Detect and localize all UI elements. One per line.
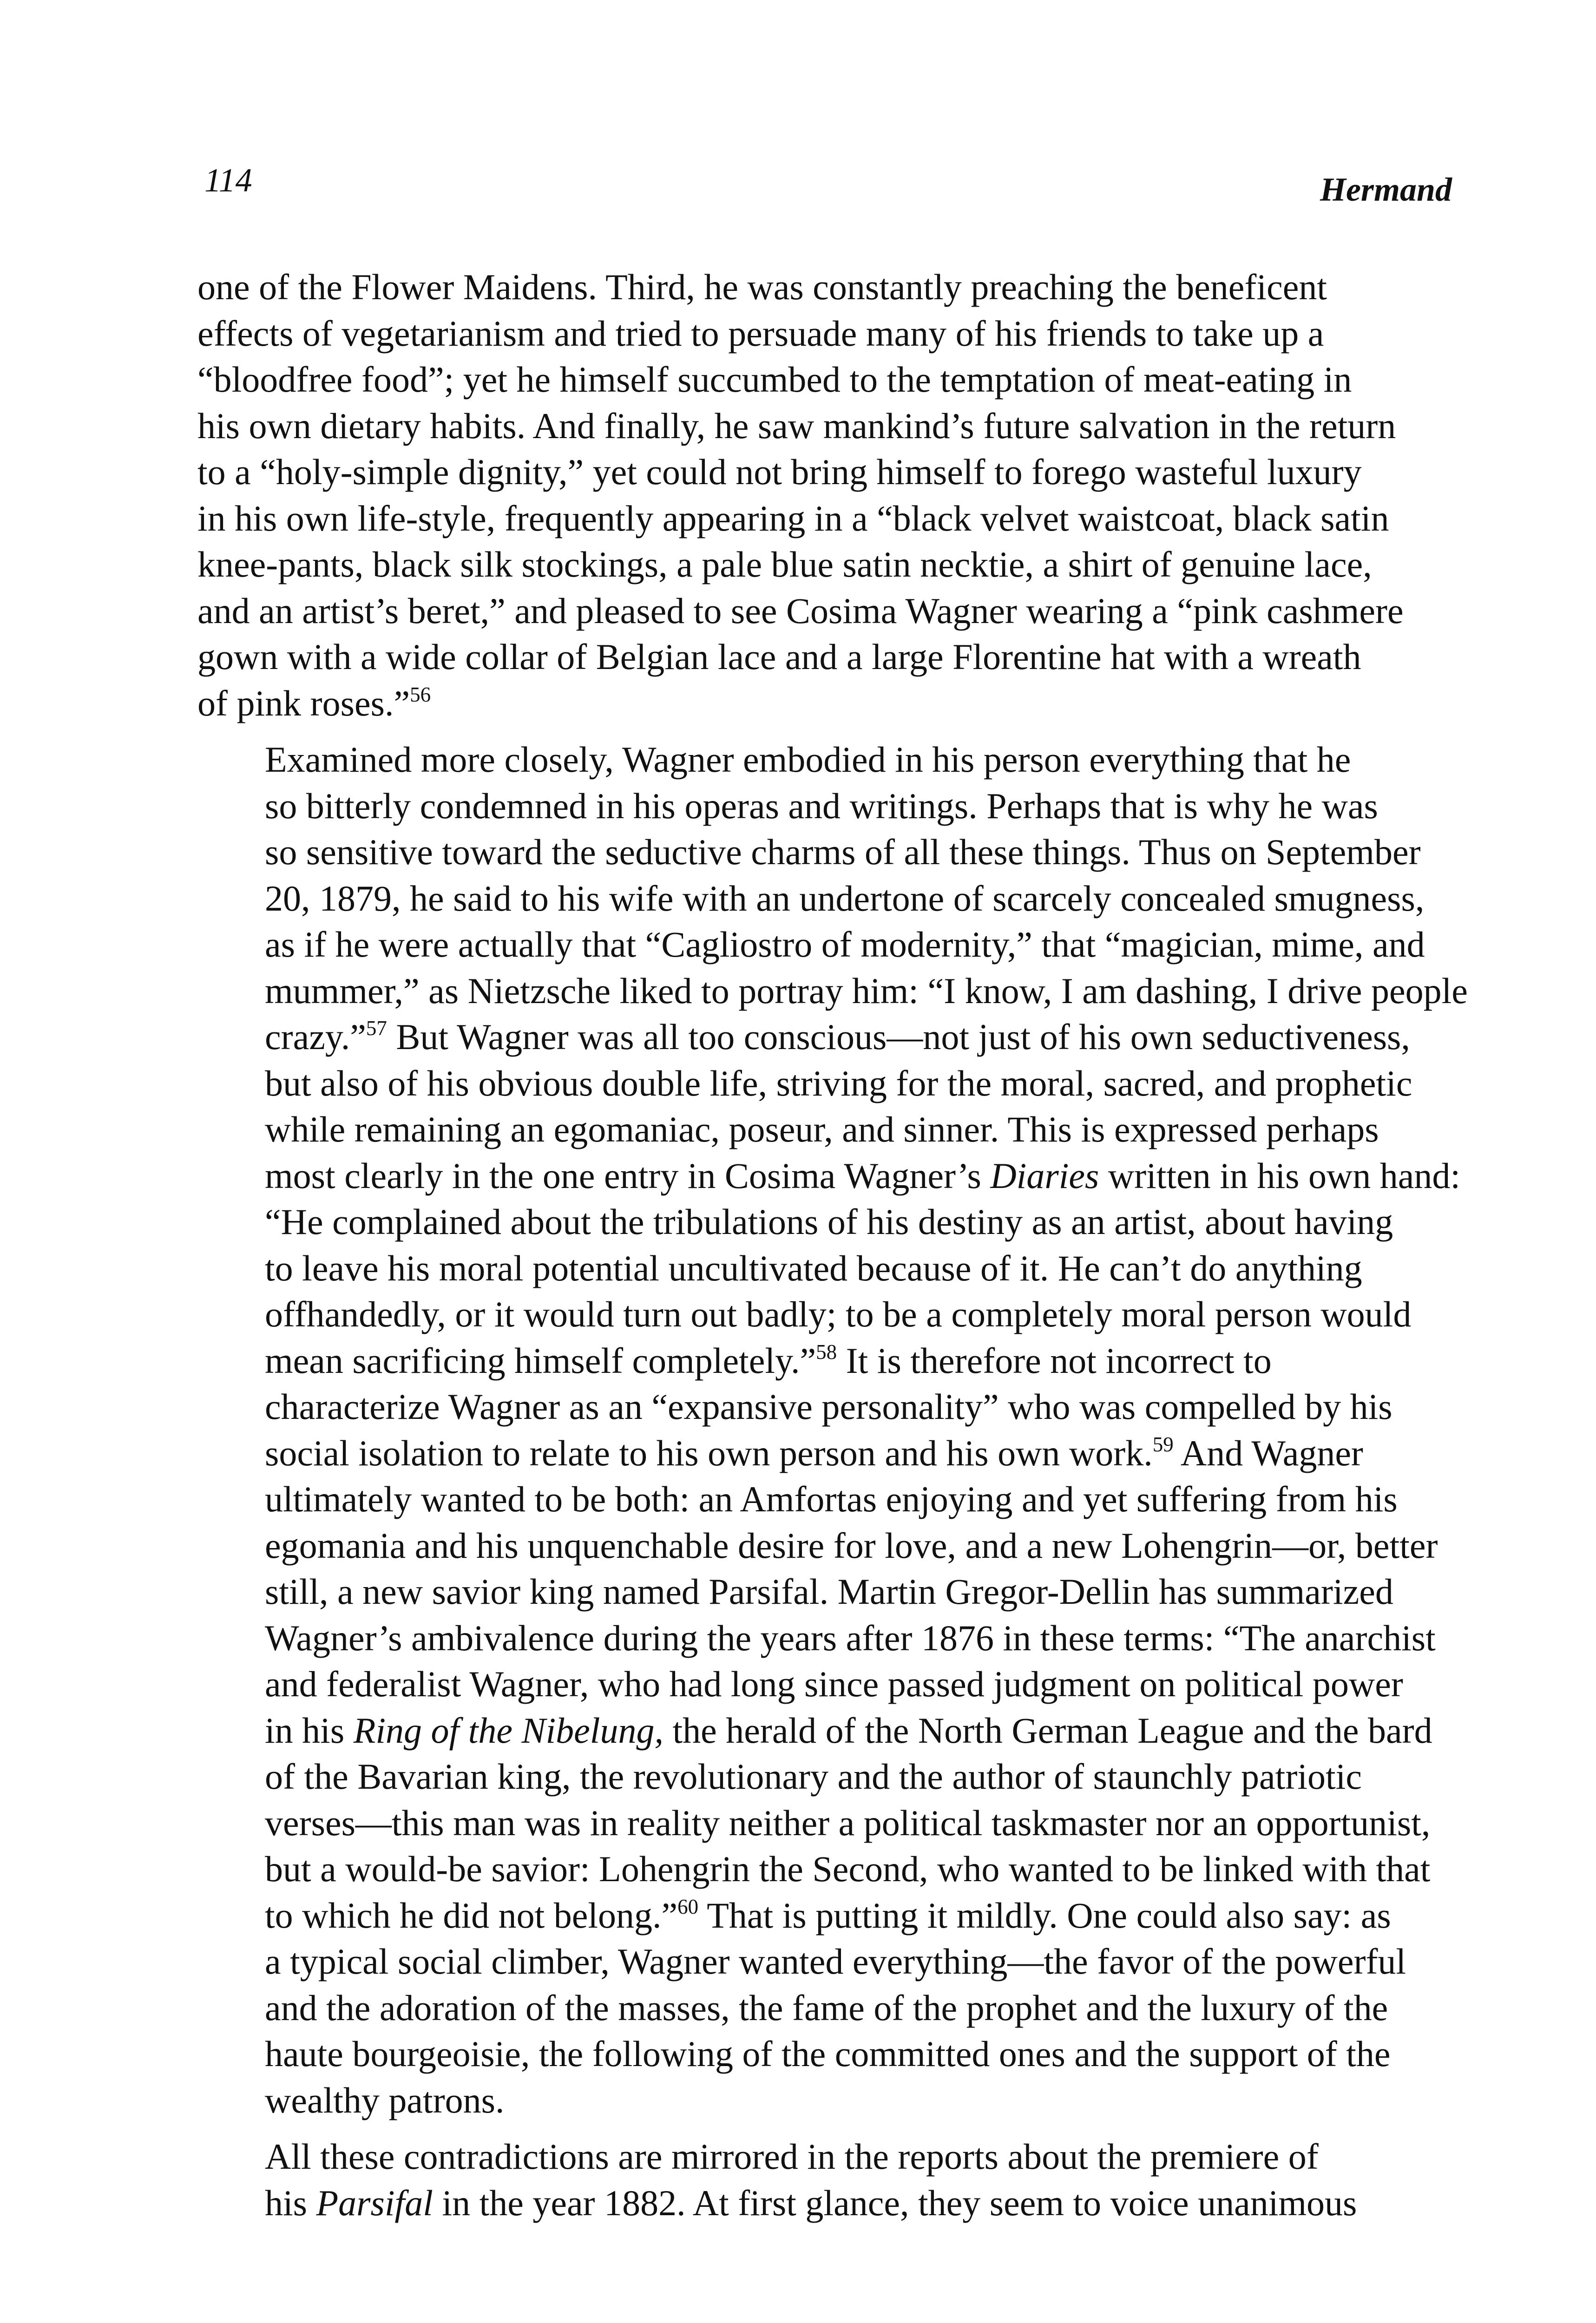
text-line: Examined more closely, Wagner embodied in his person everything that he xyxy=(265,739,1351,780)
text-line: gown with a wide collar of Belgian lace and a large Florentine hat with a wreath xyxy=(197,637,1361,677)
text-line: mummer,” as Nietzsche liked to portray him: “I know, I am dashing, I drive people xyxy=(265,970,1468,1011)
text-line: verses—this man was in reality neither a political taskmaster nor an opportunist, xyxy=(265,1802,1431,1843)
text-line: egomania and his unquenchable desire for love, and a new Lohengrin—or, better xyxy=(265,1525,1438,1566)
text-segment: crazy.” xyxy=(265,1017,366,1057)
page-number: 114 xyxy=(204,162,252,199)
text-segment: the herald of the North German League and the bard xyxy=(663,1710,1432,1751)
italic-title: Ring of the Nibelung, xyxy=(353,1710,663,1751)
text-line: but also of his obvious double life, striving for the moral, sacred, and prophetic xyxy=(265,1063,1412,1103)
text-segment: of pink roses.” xyxy=(197,682,410,723)
text-line: so bitterly condemned in his operas and writings. Perhaps that is why he was xyxy=(265,785,1378,826)
text-line: haute bourgeoisie, the following of the committed ones and the support of the xyxy=(265,2034,1391,2074)
text-segment: to which he did not belong.” xyxy=(265,1895,678,1936)
paragraph-3 xyxy=(197,2133,1445,2226)
text-line: “bloodfree food”; yet he himself succumbed to the temptation of meat-eating in xyxy=(197,359,1352,400)
text-line: his own dietary habits. And finally, he saw mankind’s future salvation in the return xyxy=(197,405,1396,446)
text-line: a typical social climber, Wagner wanted everything—the favor of the powerful xyxy=(265,1941,1406,1982)
text-line xyxy=(197,2180,1445,2226)
text-segment: written in his own hand: xyxy=(1099,1155,1461,1196)
text-line: one of the Flower Maidens. Third, he was constantly preaching the beneficent xyxy=(197,267,1327,307)
text-line xyxy=(197,1892,1445,1939)
text-segment: But Wagner was all too conscious—not just of his own seductiveness, xyxy=(387,1017,1410,1057)
italic-title: Diaries xyxy=(990,1155,1099,1196)
text-line: knee-pants, black silk stockings, a pale blue satin necktie, a shirt of genuine lace, xyxy=(197,544,1372,584)
text-line xyxy=(197,1430,1445,1476)
italic-title: Parsifal xyxy=(316,2182,433,2223)
text-line: All these contradictions are mirrored in the reports about the premiere of xyxy=(265,2136,1319,2177)
text-line: and an artist’s beret,” and pleased to see Cosima Wagner wearing a “pink cashmere xyxy=(197,590,1404,631)
text-line: “He complained about the tribulations of his destiny as an artist, about having xyxy=(265,1201,1393,1242)
text-segment: social isolation to relate to his own person and his own work. xyxy=(265,1432,1153,1473)
footnote-marker: 58 xyxy=(816,1340,837,1364)
footnote-marker: 57 xyxy=(366,1017,387,1040)
text-segment: And Wagner xyxy=(1173,1432,1363,1473)
text-line: ultimately wanted to be both: an Amfortas enjoying and yet suffering from his xyxy=(265,1479,1398,1519)
text-line: in his own life-style, frequently appearing in a “black velvet waistcoat, black satin xyxy=(197,498,1389,538)
text-segment: his xyxy=(265,2182,316,2223)
text-segment: It is therefore not incorrect to xyxy=(837,1340,1272,1381)
text-segment: That is putting it mildly. One could also say: as xyxy=(698,1895,1391,1936)
body-text xyxy=(197,264,1468,2226)
text-line: and federalist Wagner, who had long since passed judgment on political power xyxy=(265,1664,1403,1704)
footnote-marker: 59 xyxy=(1152,1432,1174,1456)
text-line: to a “holy-simple dignity,” yet could not bring himself to forego wasteful luxury xyxy=(197,452,1362,492)
text-line: characterize Wagner as an “expansive personality” who was compelled by his xyxy=(265,1386,1392,1427)
footnote-marker: 56 xyxy=(410,682,431,706)
text-line xyxy=(197,680,1445,727)
text-segment: mean sacrificing himself completely.” xyxy=(265,1340,816,1381)
text-line: Wagner’s ambivalence during the years after 1876 in these terms: “The anarchist xyxy=(265,1617,1436,1658)
text-segment: most clearly in the one entry in Cosima Wagner’s xyxy=(265,1155,991,1196)
text-line: while remaining an egomaniac, poseur, and sinner. This is expressed perhaps xyxy=(265,1109,1379,1149)
paragraph-2 xyxy=(197,736,1468,2123)
text-segment: in the year 1882. At first glance, they seem to voice unanimous xyxy=(433,2182,1357,2223)
text-line: 20, 1879, he said to his wife with an undertone of scarcely concealed smugness, xyxy=(265,878,1425,919)
text-line: of the Bavarian king, the revolutionary and the author of staunchly patriotic xyxy=(265,1756,1362,1797)
text-line: but a would-be savior: Lohengrin the Second, who wanted to be linked with that xyxy=(265,1849,1431,1889)
running-head: Hermand xyxy=(1320,171,1452,208)
text-line xyxy=(197,1338,1445,1384)
text-segment: in his xyxy=(265,1710,354,1751)
text-line: to leave his moral potential uncultivated because of it. He can’t do anything xyxy=(265,1247,1362,1288)
text-line: and the adoration of the masses, the fame of the prophet and the luxury of the xyxy=(265,1987,1388,2028)
text-line: offhandedly, or it would turn out badly; to be a completely moral person would xyxy=(265,1294,1412,1334)
text-line xyxy=(197,1707,1445,1754)
text-line: effects of vegetarianism and tried to persuade many of his friends to take up a xyxy=(197,313,1324,354)
text-line xyxy=(197,1014,1445,1060)
text-line: wealthy patrons. xyxy=(265,2080,505,2120)
text-line: still, a new savior king named Parsifal. Martin Gregor-Dellin has summarized xyxy=(265,1571,1393,1612)
text-line: so sensitive toward the seductive charms of all these things. Thus on September xyxy=(265,832,1421,872)
text-line xyxy=(197,1153,1461,1199)
footnote-marker: 60 xyxy=(677,1895,699,1918)
text-line: as if he were actually that “Cagliostro of modernity,” that “magician, mime, and xyxy=(265,924,1425,965)
paragraph-1 xyxy=(197,264,1445,726)
